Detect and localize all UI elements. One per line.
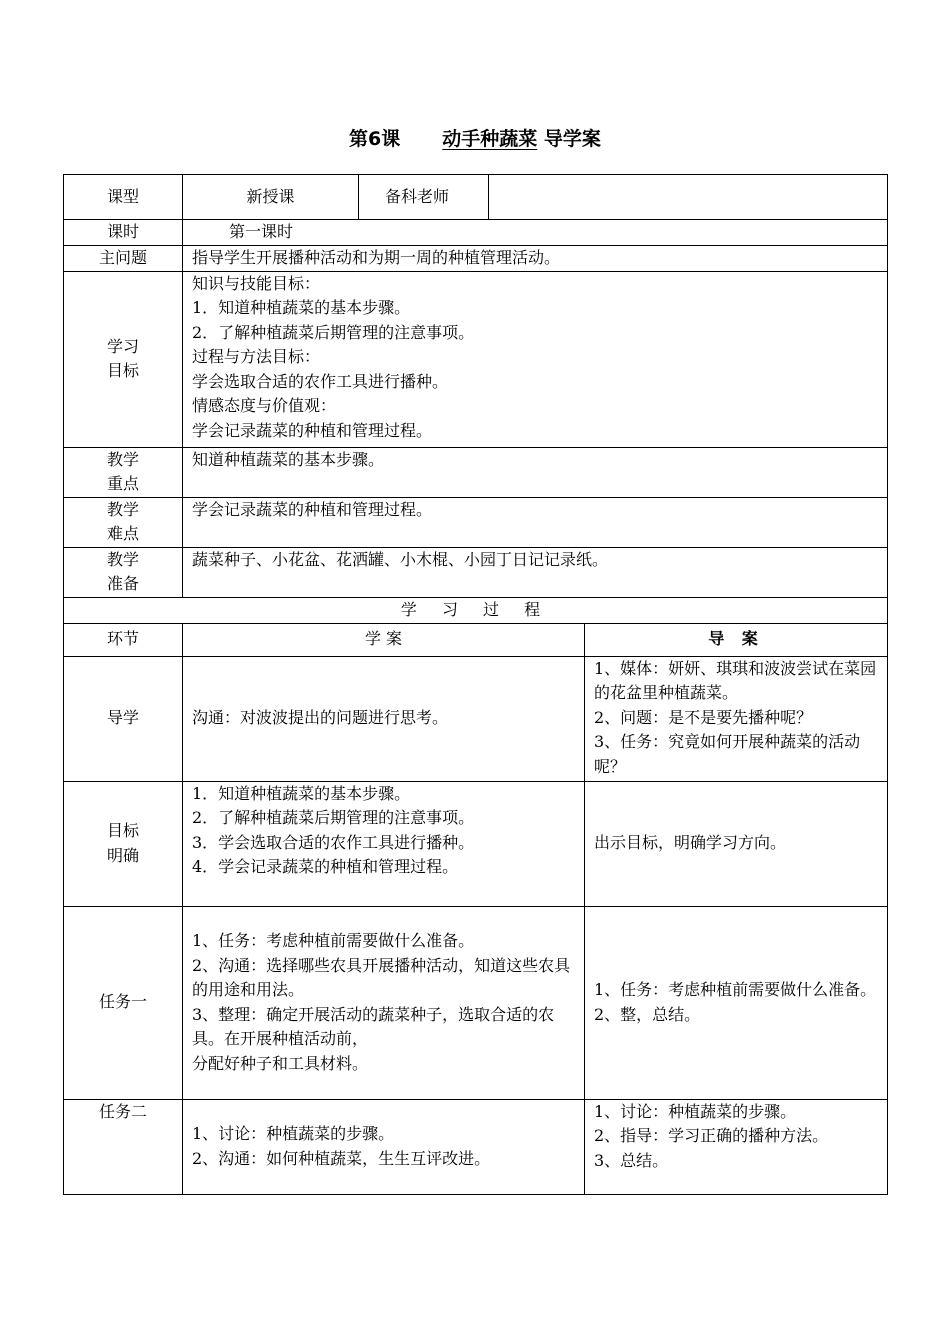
- guide-line: 3、总结。: [594, 1150, 669, 1170]
- study-line: 4．学会记录蔬菜的种植和管理过程。: [192, 857, 459, 876]
- goals-line: 知识与技能目标：: [192, 273, 321, 293]
- step-task-2: 任务二: [64, 1099, 183, 1194]
- row-goals-clear: [64, 781, 888, 906]
- guide-line: 1、媒体：妍妍、琪琪和波波尝试在菜园的花盆里种植蔬菜。: [594, 658, 877, 702]
- difficulty-label: [64, 497, 183, 547]
- row-period: [64, 220, 888, 246]
- teacher-label: 备科老师: [359, 175, 489, 220]
- process-title: 学 习 过 程: [64, 597, 888, 623]
- study-goals: [183, 781, 585, 906]
- period-value: 第一课时: [183, 220, 888, 246]
- study-intro: [183, 656, 585, 781]
- lesson-plan-table: [63, 174, 888, 1195]
- study-line: 分配好种子和工具材料。: [192, 1053, 369, 1073]
- guide-task-1: [585, 906, 888, 1099]
- guide-line: 出示目标，明确学习方向。: [594, 833, 787, 853]
- goals-line: 1．知道种植蔬菜的基本步骤。: [192, 298, 411, 317]
- row-task-1: [64, 906, 888, 1099]
- prep-value: 蔬菜种子、小花盆、花洒罐、小木棍、小园丁日记记录纸。: [183, 547, 888, 597]
- page-title: [0, 124, 950, 151]
- type-value: 新授课: [183, 175, 359, 220]
- study-line: 1、任务：考虑种植前需要做什么准备。: [192, 931, 475, 950]
- guide-task-2: [585, 1099, 888, 1194]
- type-label: 课型: [64, 175, 183, 220]
- step-goals: [64, 781, 183, 906]
- period-label: 课时: [64, 220, 183, 246]
- goals-line: 情感态度与价值观：: [192, 396, 337, 415]
- goals-label: [64, 271, 183, 447]
- guide-intro: [585, 656, 888, 781]
- row-task-2: [64, 1099, 888, 1194]
- study-line: 3、整理：确定开展活动的蔬菜种子，选取合适的农具。在开展种植活动前，: [192, 1004, 555, 1048]
- row-process-title: [64, 597, 888, 623]
- goals-content: [183, 271, 888, 447]
- col-guide-header: 导 案: [585, 623, 888, 656]
- focus-label: [64, 447, 183, 497]
- prep-label-2: 准备: [106, 574, 139, 593]
- focus-label-2: 重点: [106, 474, 139, 493]
- title-topic: 动手种蔬菜: [442, 128, 538, 150]
- study-line: 1、讨论：种植蔬菜的步骤。: [192, 1124, 395, 1143]
- col-step-header: 环节: [64, 623, 183, 656]
- guide-line: 2、整，总结。: [594, 1004, 701, 1024]
- title-lesson: 第6课: [349, 128, 401, 150]
- step-task-1: 任务一: [64, 906, 183, 1099]
- goals-line: 2．了解种植蔬菜后期管理的注意事项。: [192, 322, 475, 342]
- study-line: 沟通：对波波提出的问题进行思考。: [192, 708, 449, 728]
- guide-line: 1、讨论：种植蔬菜的步骤。: [594, 1101, 797, 1121]
- row-prep: [64, 547, 888, 597]
- goals-line: 学会记录蔬菜的种植和管理过程。: [192, 420, 433, 440]
- goals-label-2: 目标: [106, 361, 139, 380]
- step-intro: 导学: [64, 656, 183, 781]
- guide-line: 2、指导：学习正确的播种方法。: [594, 1126, 829, 1145]
- step-goals-2: 明确: [106, 845, 139, 865]
- question-value: 指导学生开展播种活动和为期一周的种植管理活动。: [183, 245, 888, 271]
- guide-line: 1、任务：考虑种植前需要做什么准备。: [594, 980, 877, 999]
- guide-line: 2、问题：是不是要先播种呢？: [594, 707, 813, 727]
- prep-label-1: 教学: [106, 549, 139, 569]
- difficulty-label-1: 教学: [106, 499, 139, 519]
- guide-line: 3、任务：究竟如何开展种蔬菜的活动呢？: [594, 732, 861, 776]
- goals-label-1: 学习: [106, 336, 139, 356]
- row-question: [64, 245, 888, 271]
- guide-goals: [585, 781, 888, 906]
- difficulty-value: 学会记录蔬菜的种植和管理过程。: [183, 497, 888, 547]
- row-goals: [64, 271, 888, 447]
- goals-line: 过程与方法目标：: [192, 347, 321, 366]
- focus-label-1: 教学: [106, 449, 139, 469]
- prep-label: [64, 547, 183, 597]
- row-type: [64, 175, 888, 220]
- focus-value: 知道种植蔬菜的基本步骤。: [183, 447, 888, 497]
- study-line: 1．知道种植蔬菜的基本步骤。: [192, 783, 411, 803]
- row-intro: [64, 656, 888, 781]
- row-process-header: [64, 623, 888, 656]
- study-line: 2、沟通：选择哪些农具开展播种活动，知道这些农具的用途和用法。: [192, 955, 571, 999]
- study-line: 3．学会选取合适的农作工具进行播种。: [192, 832, 475, 852]
- question-label: 主问题: [64, 245, 183, 271]
- title-suffix: 导学案: [543, 128, 601, 150]
- study-line: 2．了解种植蔬菜后期管理的注意事项。: [192, 808, 475, 827]
- goals-line: 学会选取合适的农作工具进行播种。: [192, 371, 449, 391]
- study-task-1: [183, 906, 585, 1099]
- study-line: 2、沟通：如何种植蔬菜，生生互评改进。: [192, 1148, 491, 1168]
- row-focus: [64, 447, 888, 497]
- row-difficulty: [64, 497, 888, 547]
- col-study-header: 学 案: [183, 623, 585, 656]
- teacher-value: [489, 175, 888, 220]
- difficulty-label-2: 难点: [106, 524, 139, 543]
- step-goals-1: 目标: [106, 821, 139, 840]
- study-task-2: [183, 1099, 585, 1194]
